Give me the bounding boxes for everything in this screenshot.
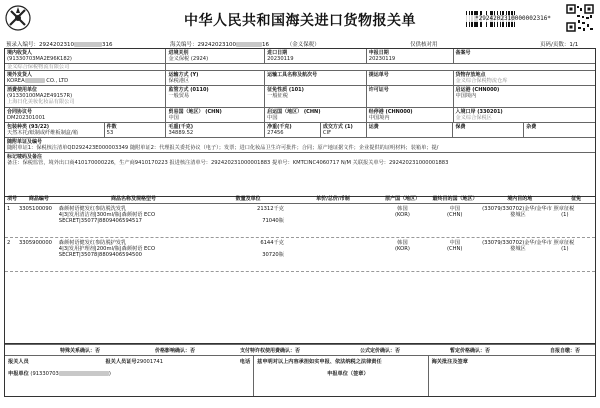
- purpose-note: 仅供核对用: [410, 42, 438, 48]
- misc-fee-cell: 杂费: [526, 124, 537, 130]
- storage-cell: 货物存放地点 金义综合保税物流仓库: [455, 72, 508, 84]
- origin-port-cell: 启运港 (CHN000) 中国境内: [455, 87, 500, 99]
- attached-documents-cell: 随附单证及编号 随附单证1：保税核注清单QD292423E000003349 随附单证2：代理报关委托协议（电子）；发票；进口化妆品卫生许可批件；合同；原产地证据文件；企业提供的证明材料；装箱单；提/: [7, 139, 439, 151]
- transit-port-cell: 经停港 (CHN000) 中国境内: [367, 108, 454, 122]
- transport-tool-cell: 运输工具名称及航次号: [265, 71, 367, 85]
- consignee-cell: 境内收货人 (91330703MA2E96K182): [5, 49, 166, 63]
- consignee-name: 金义综合保税物流有限公司: [5, 64, 166, 70]
- package-cell: 包装种类 (93/22) 天然木托/纸制或纤维板制盒/箱: [5, 123, 105, 137]
- contract-cell: 合同协议号 DM202301001: [5, 108, 166, 122]
- qr-code-icon: [566, 4, 594, 32]
- levy-nature-cell: 征免性质 (101) 一般征税: [265, 86, 367, 107]
- customs-emblem-icon: [4, 4, 32, 32]
- customs-number: 海关编号：29242023100 16 （金义保税）: [170, 42, 320, 48]
- page-number: 页码/页数：1/1: [540, 42, 579, 48]
- agent-line: 申报单位 (91330703 ): [8, 371, 111, 377]
- deal-mode-cell: 成交方式 (1) CIF: [321, 123, 367, 137]
- pieces-cell: 件数 53: [105, 123, 167, 137]
- gross-weight-cell: 毛重(千克) 34889.52: [166, 123, 265, 137]
- transport-mode-cell: 运输方式 (Y) 保税港区: [166, 71, 265, 85]
- import-date-cell: 进口日期 20230119: [265, 49, 367, 63]
- declare-date-cell: 申报日期 20230119: [367, 49, 454, 63]
- entry-port-cell: 进境关别 金义保税 (2924): [166, 49, 265, 63]
- goods-table: [4, 195, 596, 344]
- declaration-footer: [4, 344, 596, 397]
- declaration-form: [4, 48, 596, 197]
- freight-cell: 运费: [367, 123, 454, 137]
- trade-country-cell: 贸易国（地区） (CHN) 中国: [166, 108, 265, 122]
- record-number-cell: 备案号: [455, 50, 471, 56]
- document-title: 中华人民共和国海关进口货物报关单: [184, 13, 416, 29]
- net-weight-cell: 净重(千克) 27456: [265, 123, 321, 137]
- pre-entry-number: 预录入编号：2924202310 316: [6, 42, 113, 48]
- departure-country-cell: 启运国（地区） (CHN) 中国: [265, 108, 367, 122]
- barcode-text: *2924202310000002316*: [466, 15, 560, 22]
- supervision-cell: 监管方式 (0110) 一般贸易: [166, 86, 265, 107]
- overseas-consignor-cell: 境外发货人 KOREA CO., LTD: [5, 71, 166, 85]
- marks-remarks-cell: 标记唛码及备注 备注：保税监管，境外出口商410170000226，生产商9410170223 报进核注清单号：292420231000001883 提单号：KMTCINC4060717 N/M 关联报关单号：292420231000001883: [7, 154, 449, 166]
- table-row: 1 3305100090 森颜树语健发红参防脱洗发乳 4|3|发用清洁剂|300ml/瓶|森颜树语 ECO SECRET|35077|8809406594517 21312千克 71040瓶 韩国 (KOR) 中国 (CHN) (33079/330702)金华/金华市 照章征税 婺城区 (1): [5, 204, 595, 238]
- bill-number-cell: 提运单号: [367, 71, 454, 85]
- confirmation-row: 特殊关系确认：否 价格影响确认：否 支付特许权使用费确认：否 公式定价确认：否 暂定价格确认：否 自报自缴：否: [5, 344, 595, 356]
- entry-place-cell: 入境口岸 (330201) 金义综合保税区: [455, 109, 503, 121]
- license-cell: 许可证号: [367, 86, 454, 107]
- insurance-cell: 保费: [453, 123, 524, 137]
- consumer-cell: 消费使用单位 (91330100MA2E49157R) 上海日化美妆化妆品有限公司: [5, 86, 166, 107]
- table-row: 2 3305900000 森颜树语健发红参防脱护发乳 4|3|发用护理剂|200ml/瓶|森颜树语 ECO SECRET|35078|8809406594500 6144千克 30720瓶 韩国 (KOR) 中国 (CHN) (33079/330702)金华/金华市 照章征税 婺城区 (1): [5, 238, 595, 272]
- goods-table-header: 项号 商品编号 商品名称及规格型号 数量及单位 单价/总价/币制 原产国（地区） 最终目的国（地区） 境内目的地 征免: [5, 195, 595, 204]
- signature-area: 报关人员 报关人员证号29001741 电话 申报单位 (91330703 ) 兹申明对以上内容承担如实申报、依法纳税之法律责任 申报单位（签章） 海关批注及签章: [5, 356, 595, 396]
